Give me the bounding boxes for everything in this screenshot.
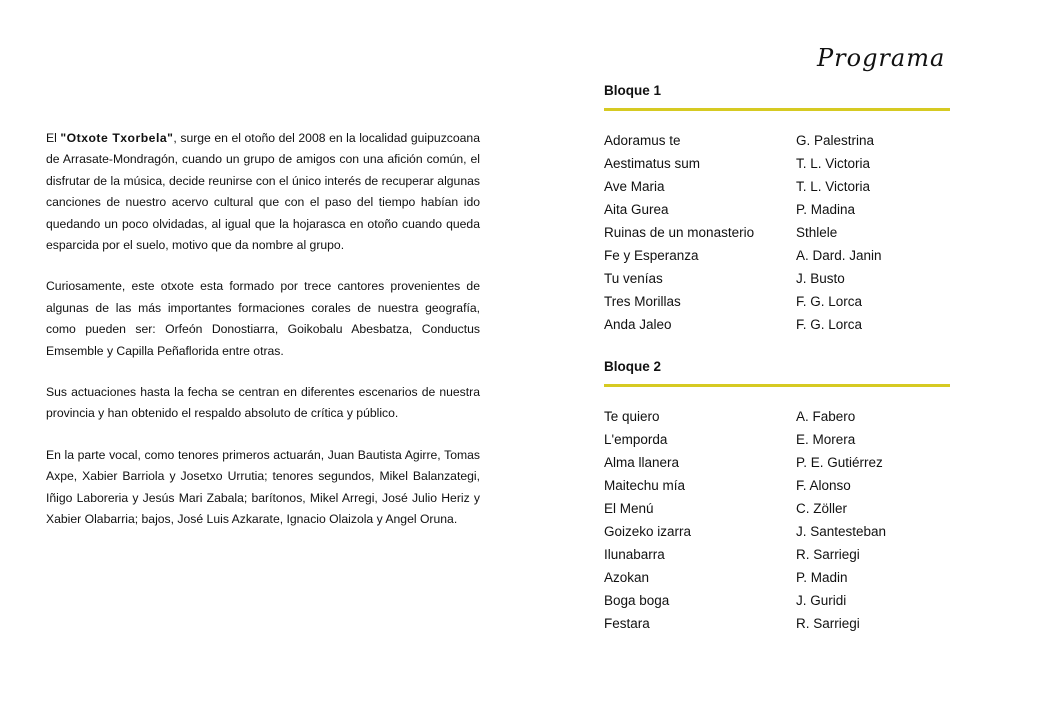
- composer: T. L. Victoria: [796, 156, 871, 171]
- song-title: El Menú: [604, 501, 654, 516]
- bloque-2-title: Bloque 2: [604, 359, 662, 374]
- program-row: [604, 612, 950, 635]
- song-title: Maitechu mía: [604, 478, 686, 493]
- composer: E. Morera: [796, 432, 856, 447]
- composer: Sthlele: [796, 225, 838, 240]
- program-row: [604, 497, 950, 520]
- intro-text: [46, 128, 480, 551]
- composer: R. Sarriegi: [796, 616, 860, 631]
- song-title: Azokan: [604, 570, 650, 585]
- program-row: [604, 244, 950, 267]
- composer: G. Palestrina: [796, 133, 875, 148]
- bloque-1-list: [604, 129, 950, 336]
- program-row: [604, 267, 950, 290]
- composer: C. Zöller: [796, 501, 848, 516]
- intro-paragraph-2: Curiosamente, este otxote esta formado por trece cantores provenientes de algunas de las más importantes formaciones corales de nuestra geografía, como pueden ser: Orfeón Donostiarra, Goikobalu Abesbatza, Conductus Emsemble y Capilla Peñaflorida entre otras.: [46, 279, 480, 358]
- intro-p1-after: , surge en el otoño del 2008 en la localidad guipuzcoana de Arrasate-Mondragón, cuando un grupo de amigos con una afición común, el disfrutar de la música, decide reunirse con el único interés de recuperar algunas canciones de nuestro acervo cultural que con el paso del tiempo habían ido quedando un poco olvidadas, al igual que la hojarasca en otoño cuando queda esparcida por el suelo, motivo que da nombre al grupo.: [46, 131, 480, 253]
- program-row: [604, 428, 950, 451]
- program-row: [604, 566, 950, 589]
- song-title: Festara: [604, 616, 650, 631]
- song-title: Ruinas de un monasterio: [604, 225, 755, 240]
- composer: P. Madin: [796, 570, 848, 585]
- song-title: Goizeko izarra: [604, 524, 692, 539]
- song-title: Fe y Esperanza: [604, 248, 699, 263]
- group-name: "Otxote Txorbela": [60, 131, 174, 145]
- song-title: L'emporda: [604, 432, 668, 447]
- program-row: [604, 451, 950, 474]
- program-row: [604, 543, 950, 566]
- intro-paragraph-1: [46, 128, 480, 256]
- composer: J. Santesteban: [796, 524, 887, 539]
- composer: P. Madina: [796, 202, 856, 217]
- bloque-1: [604, 82, 950, 336]
- song-title: Aestimatus sum: [604, 156, 701, 171]
- program-row: [604, 313, 950, 336]
- program-row: [604, 129, 950, 152]
- song-title: Tres Morillas: [604, 294, 681, 309]
- composer: P. E. Gutiérrez: [796, 455, 883, 470]
- composer: J. Guridi: [796, 593, 847, 608]
- song-title: Boga boga: [604, 593, 670, 608]
- program-row: [604, 589, 950, 612]
- song-title: Aita Gurea: [604, 202, 669, 217]
- composer: F. Alonso: [796, 478, 851, 493]
- song-title: Anda Jaleo: [604, 317, 672, 332]
- song-title: Te quiero: [604, 409, 660, 424]
- bloque-2-list: [604, 405, 950, 635]
- song-title: Tu venías: [604, 271, 663, 286]
- program-row: [604, 520, 950, 543]
- bloque-2: [604, 358, 950, 635]
- composer: F. G. Lorca: [796, 317, 863, 332]
- composer: F. G. Lorca: [796, 294, 863, 309]
- programa-title: Programa: [817, 44, 946, 72]
- program-row: [604, 175, 950, 198]
- program-row: [604, 198, 950, 221]
- composer: T. L. Victoria: [796, 179, 871, 194]
- intro-p1-before: El: [46, 131, 61, 145]
- song-title: Ilunabarra: [604, 547, 665, 562]
- composer: A. Fabero: [796, 409, 856, 424]
- program-row: [604, 152, 950, 175]
- program-row: [604, 405, 950, 428]
- composer: R. Sarriegi: [796, 547, 860, 562]
- program-row: [604, 474, 950, 497]
- composer: J. Busto: [796, 271, 845, 286]
- bloque-1-divider: [604, 108, 950, 111]
- song-title: Alma llanera: [604, 455, 680, 470]
- bloque-1-title: Bloque 1: [604, 83, 662, 98]
- song-title: Ave Maria: [604, 179, 665, 194]
- bloque-2-divider: [604, 384, 950, 387]
- intro-paragraph-4: En la parte vocal, como tenores primeros actuarán, Juan Bautista Agirre, Tomas Axpe, Xabier Barriola y Josetxo Urrutia; tenores segundos, Mikel Balanzategi, Iñigo Laboreria y Jesús Mari Zabala; barítonos, Mikel Arregi, José Julio Heriz y Xabier Olabarria; bajos, José Luis Azkarate, Ignacio Olaizola y Angel Oruna.: [46, 447, 480, 527]
- composer: A. Dard. Janin: [796, 248, 882, 263]
- program-row: [604, 290, 950, 313]
- intro-paragraph-3: Sus actuaciones hasta la fecha se centran en diferentes escenarios de nuestra provincia y han obtenido el respaldo absoluto de crítica y público.: [46, 385, 480, 421]
- song-title: Adoramus te: [604, 133, 681, 148]
- program-row: [604, 221, 950, 244]
